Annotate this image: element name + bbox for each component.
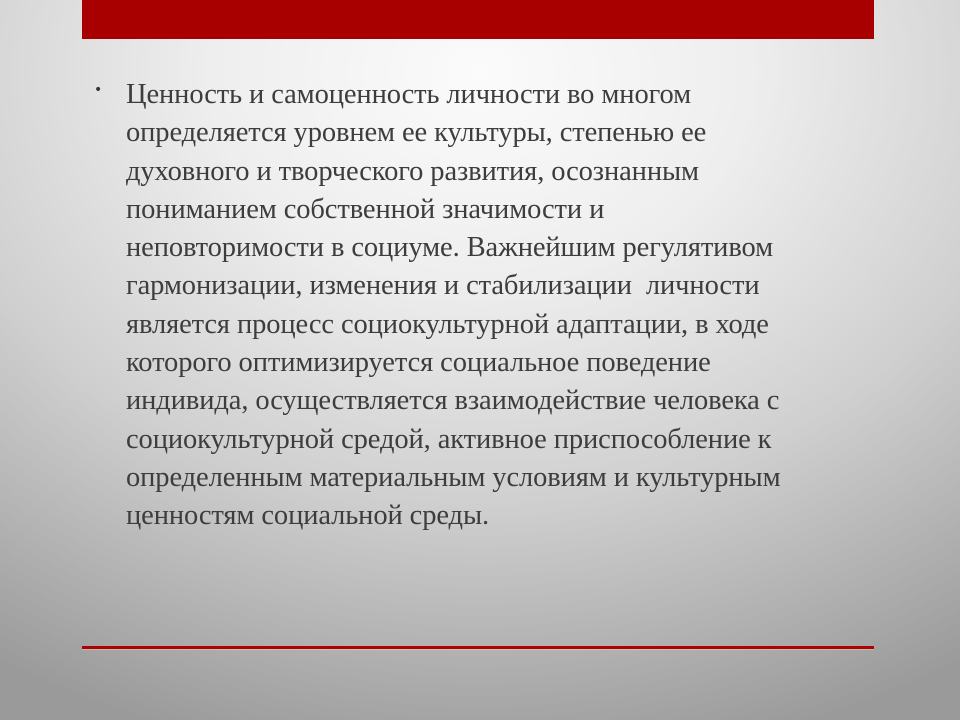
paragraph-line: социокультурной средой, активное приспособление к — [126, 423, 772, 455]
top-accent-bar — [82, 0, 874, 39]
paragraph-line: является процесс социокультурной адаптации, в ходе — [126, 308, 769, 340]
paragraph-line: Ценность и самоценность личности во многом — [126, 79, 692, 110]
bullet-marker: • — [94, 82, 103, 98]
paragraph-line: которого оптимизируется социальное поведение — [126, 347, 711, 379]
bullet-item — [94, 76, 884, 536]
bottom-accent-rule — [82, 646, 874, 649]
content-area — [94, 76, 884, 536]
paragraph-line: индивида, осуществляется взаимодействие человека с — [126, 385, 780, 417]
paragraph-line: неповторимости в социуме. Важнейшим регулятивом — [126, 232, 774, 264]
paragraph-line: определяется уровнем ее культуры, степенью ее — [126, 117, 707, 149]
paragraph-line: духовного и творческого развития, осознанным — [126, 155, 699, 187]
paragraph-line: определенным материальным условиям и культурным — [126, 461, 781, 493]
paragraph-line: ценностям социальной среды. — [126, 500, 490, 532]
body-paragraph — [126, 76, 781, 536]
paragraph-line: пониманием собственной значимости и — [126, 193, 605, 225]
paragraph-line: гармонизации, изменения и стабилизации личности — [126, 270, 760, 302]
